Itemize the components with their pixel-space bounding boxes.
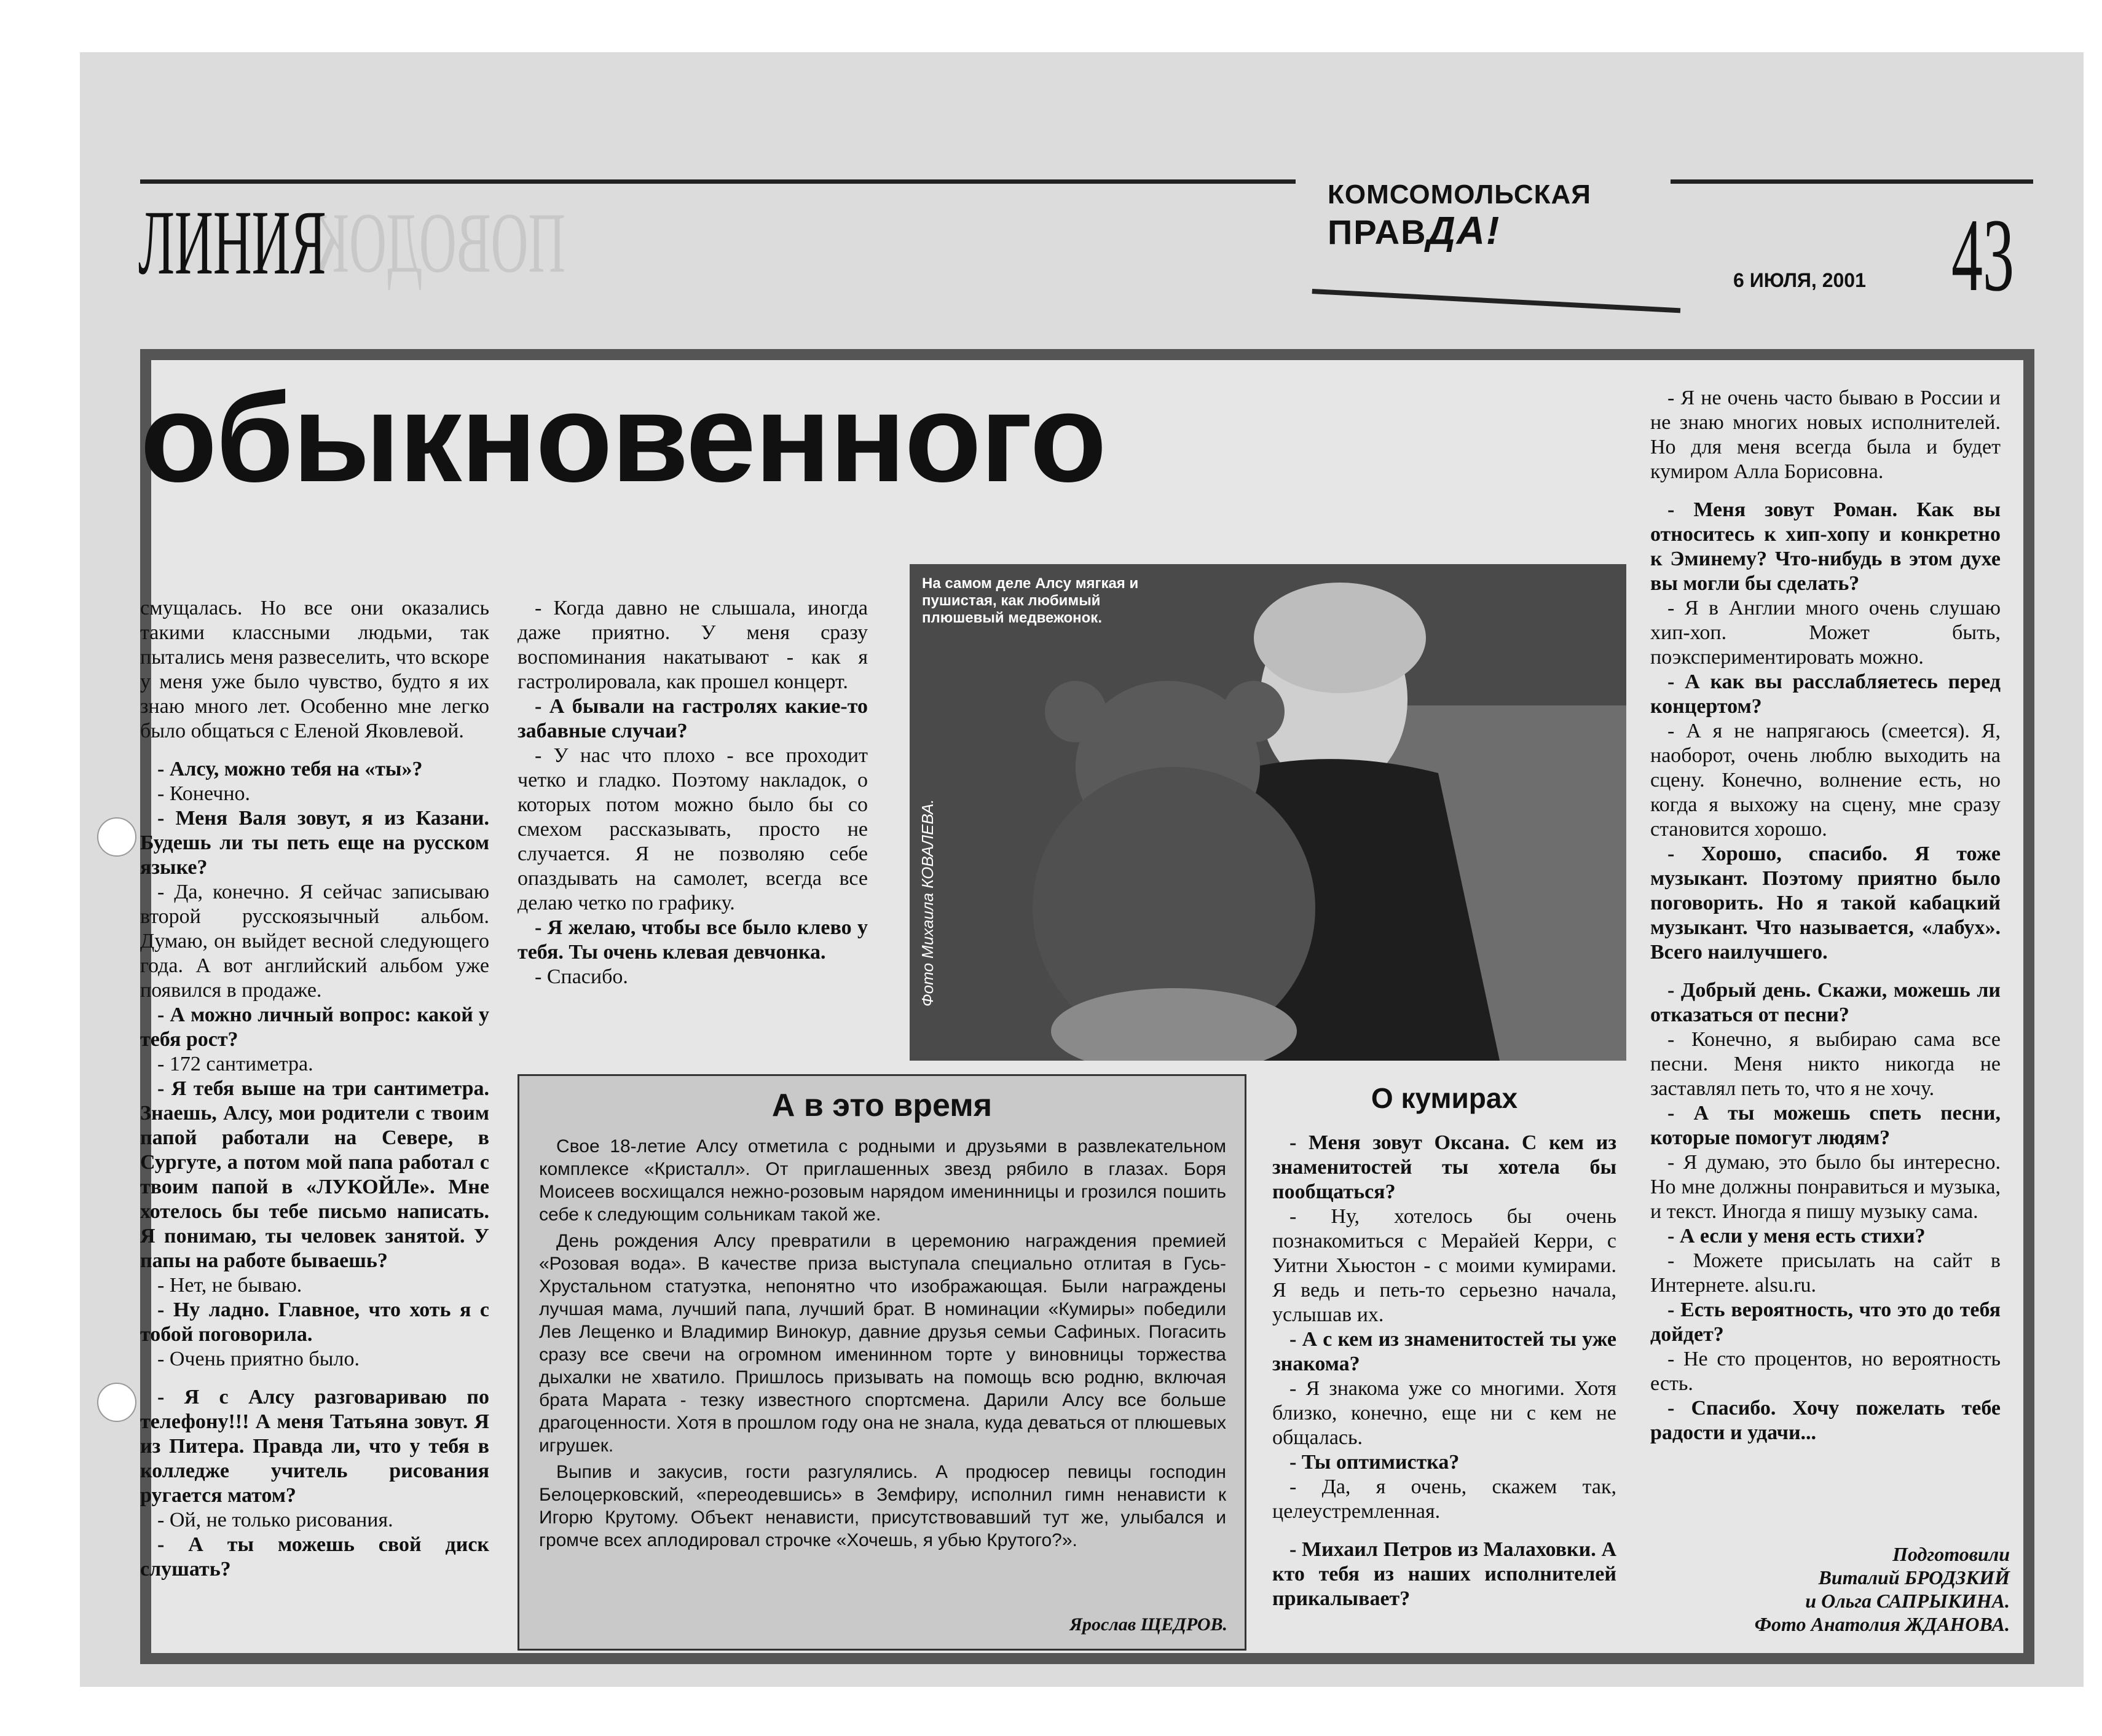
- question-paragraph: - А если у меня есть стихи?: [1667, 1225, 1926, 1247]
- column-4: [1650, 386, 2001, 1445]
- masthead-logo-line2: ПРАВДА!: [1328, 208, 1501, 253]
- question-paragraph: - Спасибо. Хочу пожелать тебе радости и удачи...: [1650, 1397, 2001, 1444]
- question-paragraph: - Добрый день. Скажи, можешь ли отказаться от песни?: [1650, 979, 2001, 1026]
- answer-paragraph: - Да, конечно. Я сейчас записываю второй русскоязычный альбом. Думаю, он выйдет весной следующего года. А вот английский альбом уже появился в продаже.: [140, 881, 489, 1002]
- question-paragraph: - А с кем из знаменитостей ты уже знакома?: [1272, 1328, 1616, 1375]
- kumiry-heading: О кумирах: [1371, 1082, 1518, 1114]
- answer-paragraph: - Ой, не только рисования.: [157, 1509, 393, 1531]
- question-paragraph: - Меня Валя зовут, я из Казани. Будешь ли ты петь еще на русском языке?: [140, 807, 489, 879]
- answer-paragraph: - Я знакома уже со многими. Хотя близко, конечно, еще ни с кем не общалась.: [1272, 1377, 1616, 1449]
- answer-paragraph: - 172 сантиметра.: [157, 1053, 313, 1075]
- credits-line1: Подготовили: [1892, 1543, 2010, 1565]
- punch-hole-bottom: [97, 1383, 136, 1422]
- answer-paragraph: - Я думаю, это было бы интересно. Но мне должны понравиться и музыка, и текст. Иногда я пишу музыку сама.: [1650, 1151, 2001, 1223]
- question-paragraph: - А бывали на гастролях какие-то забавные случаи?: [518, 695, 868, 742]
- answer-paragraph: - Да, я очень, скажем так, целеустремленная.: [1272, 1475, 1616, 1523]
- answer-paragraph: - Спасибо.: [535, 965, 628, 988]
- answer-paragraph: - Можете присылать на сайт в Интернете. alsu.ru.: [1650, 1249, 2001, 1297]
- answer-paragraph: - У нас что плохо - все проходит четко и гладко. Поэтому накладок, о которых потом можно было бы со смехом рассказывать, просто не случается. Я не позволяю себе опаздывать на самолет, всегда все делаю четко по графику.: [518, 744, 868, 914]
- box-signature: Ярослав ЩЕДРОВ.: [1069, 1614, 1227, 1635]
- question-paragraph: - Я желаю, чтобы все было клево у тебя. Ты очень клевая девчонка.: [518, 916, 868, 964]
- box-paragraph: День рождения Алсу превратили в церемонию награждения премией «Розовая вода». В качестве приза выступала специально отлитая в Гусь-Хрустальном статуэтка, непонятно что изображающая. Были награждены лучшая мама, лучший папа, лучший брат. В номинации «Кумиры» победили Лев Лещенко и Владимир Винокур, давние друзья семьи Сафиных. Погасить сразу все свечи на огромном именинном торте у виновницы торжества дыхалки не хватило. Пришлось призывать на помощь всю родню, включая брата Марата - тезку известного спортсмена. Дарили Алсу все больше драгоценности. Хотя в прошлом году она не знала, куда деваться от плюшевых игрушек.: [539, 1231, 1226, 1456]
- answer-paragraph: - Ну, хотелось бы очень познакомиться с Мерайей Керри, с Уитни Хьюстон - с моими кумирами. Я ведь и петь-то серьезно начала, услышав их.: [1272, 1205, 1616, 1326]
- credits-line2: Виталий БРОДЗКИЙ: [1818, 1566, 2010, 1589]
- sidebar-box: [518, 1074, 1246, 1651]
- page-number: 43: [1951, 197, 2014, 313]
- answer-paragraph: - Я не очень часто бываю в России и не знаю многих новых исполнителей. Но для меня всегда была и будет кумиром Алла Борисовна.: [1650, 387, 2001, 483]
- section-title: ЛИНИЯ: [138, 192, 326, 294]
- question-paragraph: - А ты можешь свой диск слушать?: [140, 1533, 489, 1581]
- answer-paragraph: - Очень приятно было.: [157, 1348, 360, 1370]
- photo-caption: На самом деле Алсу мягкая и пушистая, как любимый плюшевый медвежонок.: [922, 575, 1139, 626]
- box-paragraph: Свое 18-летие Алсу отметила с родными и друзьями в развлекательном комплексе «Кристалл». От приглашенных звезд рябило в глазах. Боря Моисеев восхищался нежно-розовым нарядом именинницы и грозился пошить себе к следующим сольникам такой же.: [539, 1136, 1226, 1225]
- question-paragraph: - Хорошо, спасибо. Я тоже музыкант. Поэтому приятно было поговорить. Но я такой кабацкий музыкант. Что называется, «лабух». Всего наилучшего.: [1650, 842, 2001, 964]
- answer-paragraph: - Конечно.: [157, 782, 251, 805]
- header-rule-left: [140, 179, 1296, 184]
- question-paragraph: - Алсу, можно тебя на «ты»?: [157, 758, 423, 780]
- question-paragraph: - А как вы расслабляетесь перед концертом?: [1650, 670, 2001, 718]
- question-paragraph: - А ты можешь спеть песни, которые помогут людям?: [1650, 1102, 2001, 1149]
- credits-line3: и Ольга САПРЫКИНА.: [1805, 1590, 2010, 1612]
- question-paragraph: - Я тебя выше на три сантиметра. Знаешь, Алсу, мои родители с твоим папой работали на Севере, в Сургуте, а потом мой папа работал с твоим папой в «ЛУКОЙЛе». Мне хотелось бы тебе письмо написать. Я понимаю, ты человек занятой. У папы на работе бываешь?: [140, 1077, 489, 1272]
- headline: обыкновенного: [140, 367, 1106, 508]
- box-title: А в это время: [771, 1088, 993, 1123]
- box-paragraph: Выпив и закусив, гости разгулялись. А продюсер певицы господин Белоцерковский, «переодевшись» в Земфиру, исполнил гимн ненависти к Игорю Крутому. Объект ненависти, присутствовавший тут же, улыбался и громче всех аплодировал строчке «Хочешь, я убью Крутого?».: [539, 1462, 1226, 1550]
- bleed-through-text: ПОВОДОК: [315, 195, 565, 291]
- question-paragraph: - Ты оптимистка?: [1289, 1451, 1460, 1474]
- question-paragraph: - Меня зовут Роман. Как вы относитесь к хип-хопу и конкретно к Эминему? Что-нибудь в этом духе вы могли бы сделать?: [1650, 498, 2001, 595]
- column-2: [518, 596, 868, 989]
- photo-credit: Фото Михаила КОВАЛЕВА.: [918, 799, 937, 1007]
- answer-paragraph: - А я не напрягаюсь (смеется). Я, наоборот, очень люблю выходить на сцену. Конечно, волнение есть, но когда я выхожу на сцену, мне сразу становится хорошо.: [1650, 720, 2001, 841]
- answer-paragraph: - Я в Англии много очень слушаю хип-хоп. Может быть, поэкспериментировать можно.: [1650, 597, 2001, 669]
- answer-paragraph: - Нет, не бываю.: [157, 1274, 302, 1297]
- answer-paragraph: - Конечно, я выбираю сама все песни. Меня никто никогда не заставлял петь то, что я не хочу.: [1650, 1028, 2001, 1100]
- issue-date: 6 ИЮЛЯ, 2001: [1733, 269, 1866, 291]
- question-paragraph: - Меня зовут Оксана. С кем из знаменитостей ты хотела бы пообщаться?: [1272, 1131, 1616, 1203]
- answer-paragraph: - Когда давно не слышала, иногда даже приятно. У меня сразу воспоминания накатывают - как я гастролировала, как прошел концерт.: [518, 597, 868, 693]
- masthead-logo-line1: КОМСОМОЛЬСКАЯ: [1328, 179, 1591, 210]
- question-paragraph: - А можно личный вопрос: какой у тебя рост?: [140, 1004, 489, 1051]
- column-3: [1272, 1131, 1616, 1611]
- header-rule-right: [1671, 179, 2033, 184]
- credits-line4: Фото Анатолия ЖДАНОВА.: [1754, 1613, 2010, 1635]
- photo-image: [910, 564, 1626, 1061]
- answer-paragraph: - Не сто процентов, но вероятность есть.: [1650, 1348, 2001, 1395]
- column-1: [140, 596, 489, 1582]
- article-credits: [1755, 1542, 2010, 1636]
- question-paragraph: - Михаил Петров из Малаховки. А кто тебя из наших исполнителей прикалывает?: [1272, 1538, 1616, 1610]
- punch-hole-top: [97, 817, 136, 857]
- photo-alsu-with-teddy-bear: [910, 564, 1626, 1061]
- answer-paragraph: смущалась. Но все они оказались такими классными людьми, так пытались меня развеселить, что вскоре у меня уже было чувство, будто я их знаю много лет. Особенно мне легко было общаться с Еленой Яковлевой.: [140, 597, 489, 742]
- question-paragraph: - Ну ладно. Главное, что хоть я с тобой поговорила.: [140, 1298, 489, 1346]
- question-paragraph: - Есть вероятность, что это до тебя дойдет?: [1650, 1298, 2001, 1346]
- box-text: [539, 1135, 1226, 1555]
- question-paragraph: - Я с Алсу разговариваю по телефону!!! А меня Татьяна зовут. Я из Питера. Правда ли, что у тебя в колледже учитель рисования ругается матом?: [140, 1386, 489, 1507]
